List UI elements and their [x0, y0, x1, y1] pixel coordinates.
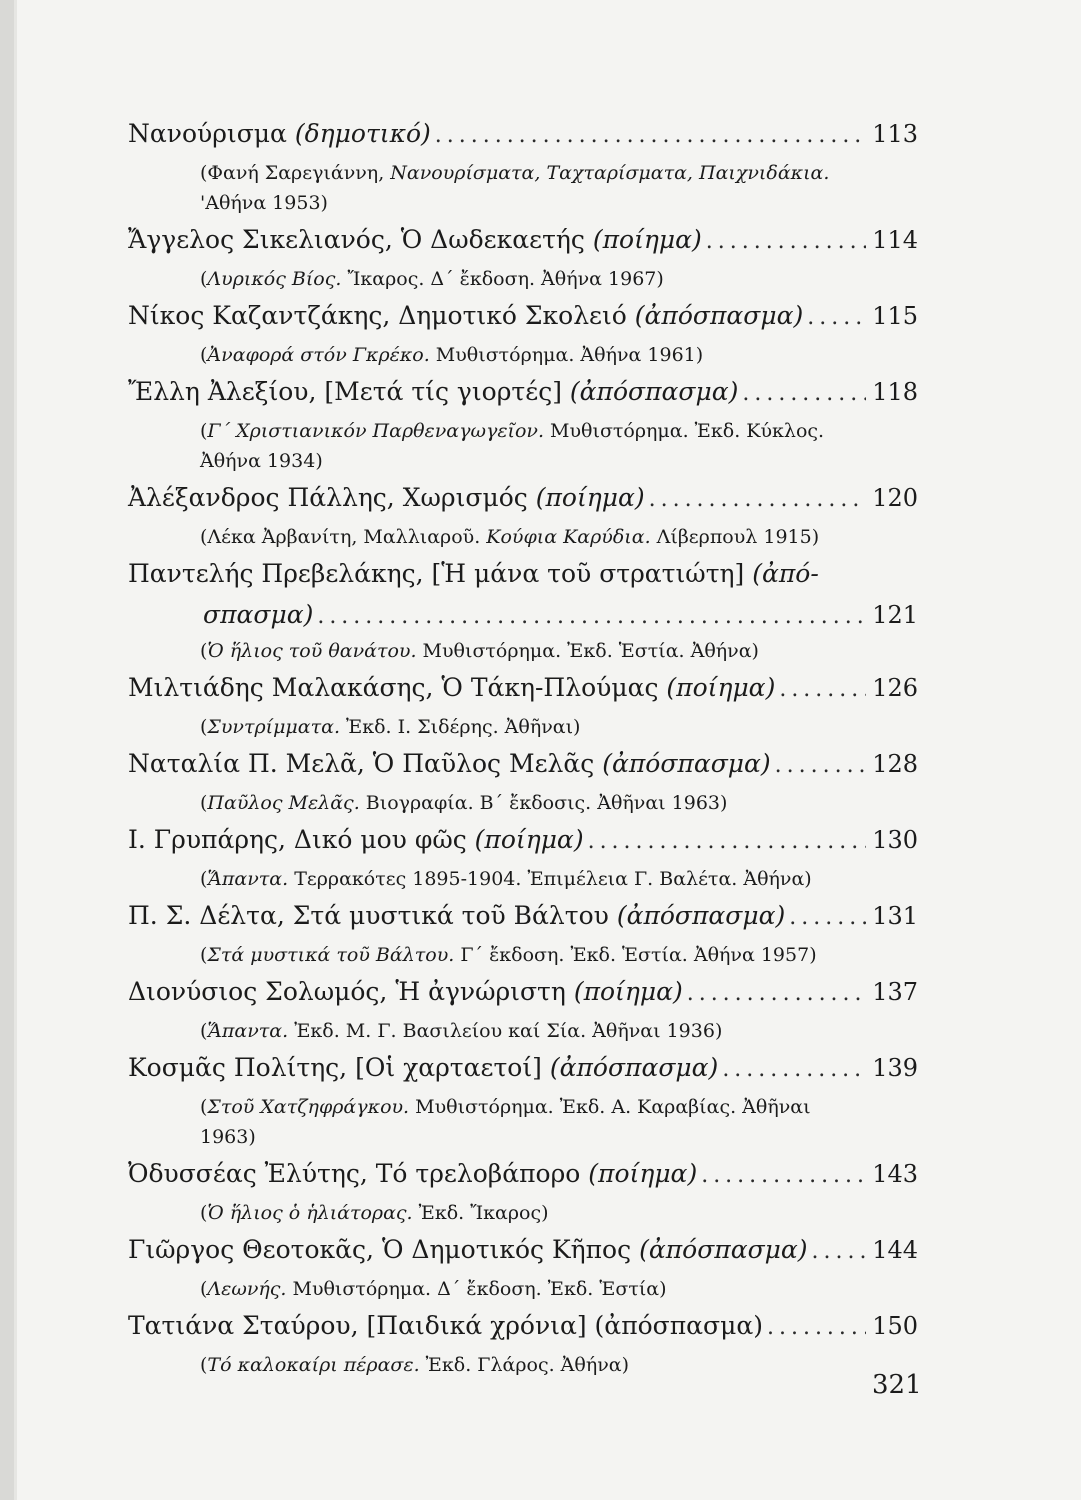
entry-title: Ναταλία Π. Μελᾶ, Ὁ Παῦλος Μελᾶς (ἀπόσπασμα): [128, 749, 771, 778]
leader-dots: [706, 220, 866, 264]
entry-source: (Τό καλοκαίρι πέρασε. Ἐκδ. Γλάρος. Ἀθήνα): [200, 1354, 630, 1376]
page-edge: [0, 0, 14, 1500]
page-number: 120: [872, 484, 918, 512]
page-number: 114: [872, 226, 918, 254]
page-edge-shadow: [14, 0, 17, 1500]
toc-entry: [128, 112, 918, 218]
entry-source: (Ἅπαντα. Ἐκδ. Μ. Γ. Βασιλείου καί Σία. Ἀθῆναι 1936): [200, 1020, 723, 1042]
page-number: 144: [872, 1236, 918, 1264]
page-number: 150: [872, 1312, 918, 1340]
leader-dots: [687, 972, 866, 1016]
entry-source: (Λέκα Ἀρβανίτη, Μαλλιαροῦ. Κούφια Καρύδια. Λίβερπουλ 1915): [200, 526, 820, 548]
table-of-contents: [128, 112, 918, 1380]
entry-title: Νανούρισμα (δημοτικό): [128, 119, 431, 148]
toc-entry: [128, 970, 918, 1046]
toc-entry: [128, 294, 918, 370]
page-folio: 321: [872, 1370, 922, 1400]
toc-entry: [128, 1304, 918, 1380]
entry-source: (Ὁ ἥλιος ὁ ἡλιάτορας. Ἐκδ. Ἴκαρος): [200, 1202, 549, 1224]
entry-title: Ἀλέξανδρος Πάλλης, Χωρισμός (ποίημα): [128, 483, 645, 512]
entry-title: Διονύσιος Σολωμός, Ἡ ἀγνώριστη (ποίημα): [128, 977, 683, 1006]
toc-entry: [128, 1228, 918, 1304]
entry-source: (Φανή Σαρεγιάννη, Νανουρίσματα, Ταχταρίσματα, Παιχνιδάκια.: [200, 162, 830, 184]
leader-dots: [701, 1154, 866, 1198]
page-number: 139: [872, 1054, 918, 1082]
toc-entry: [128, 370, 918, 476]
entry-title: Ὀδυσσέας Ἐλύτης, Τό τρελοβάπορο (ποίημα): [128, 1159, 698, 1188]
entry-source: (Ἀναφορά στόν Γκρέκο. Μυθιστόρημα. Ἀθήνα 1961): [200, 344, 704, 366]
entry-title: Μιλτιάδης Μαλακάσης, Ὁ Τάκη-Πλούμας (ποίημα): [128, 673, 776, 702]
entry-source: (Ὁ ἥλιος τοῦ θανάτου. Μυθιστόρημα. Ἐκδ. Ἑστία. Ἀθήνα): [200, 640, 759, 662]
leader-dots: [588, 820, 866, 864]
entry-source-cont: Ἀθήνα 1934): [200, 450, 323, 472]
entry-source: (Γ΄ Χριστιανικόν Παρθεναγωγεῖον. Μυθιστόρημα. Ἐκδ. Κύκλος.: [200, 420, 825, 442]
page-number: 118: [872, 378, 918, 406]
toc-entry: [128, 476, 918, 552]
entry-title: Παντελής Πρεβελάκης, [Ἡ μάνα τοῦ στρατιώτη] (ἀπό-: [128, 559, 819, 588]
entry-title: Τατιάνα Σταύρου, [Παιδικά χρόνια] (ἀπόσπασμα): [128, 1311, 763, 1340]
entry-title: Ι. Γρυπάρης, Δικό μου φῶς (ποίημα): [128, 825, 584, 854]
page-number: 121: [872, 601, 918, 629]
toc-entry: [128, 552, 918, 666]
page-number: 130: [872, 826, 918, 854]
toc-entry: [128, 218, 918, 294]
entry-title: Π. Σ. Δέλτα, Στά μυστικά τοῦ Βάλτου (ἀπόσπασμα): [128, 901, 786, 930]
entry-title-cont: σπασμα) . . . 121: [128, 596, 918, 636]
leader-dots: [435, 114, 866, 158]
page-number: 113: [872, 120, 918, 148]
entry-title: Ἄγγελος Σικελιανός, Ὁ Δωδεκαετής (ποίημα): [128, 225, 702, 254]
leader-dots: [779, 668, 866, 712]
toc-entry: [128, 1046, 918, 1152]
toc-entry: [128, 742, 918, 818]
entry-source: (Λεωνής. Μυθιστόρημα. Δ΄ ἔκδοση. Ἐκδ. Ἑστία): [200, 1278, 667, 1300]
page-number: 128: [872, 750, 918, 778]
page-number: 131: [872, 902, 918, 930]
toc-entry: [128, 818, 918, 894]
leader-dots: [807, 296, 866, 340]
leader-dots: [789, 896, 866, 940]
entry-title: Ἔλλη Ἀλεξίου, [Μετά τίς γιορτές] (ἀπόσπασμα): [128, 377, 739, 406]
entry-title: Γιῶργος Θεοτοκᾶς, Ὁ Δημοτικός Κῆπος (ἀπόσπασμα): [128, 1235, 808, 1264]
leader-dots: [317, 598, 866, 636]
leader-dots: [742, 372, 866, 416]
page-number: 115: [872, 302, 918, 330]
leader-dots: [722, 1048, 866, 1092]
entry-title: Νίκος Καζαντζάκης, Δημοτικό Σκολειό (ἀπόσπασμα): [128, 301, 804, 330]
toc-entry: [128, 894, 918, 970]
leader-dots: [775, 744, 866, 788]
toc-entry: [128, 1152, 918, 1228]
entry-source-cont: 1963): [200, 1126, 256, 1148]
entry-title: Κοσμᾶς Πολίτης, [Οἱ χαρταετοί] (ἀπόσπασμα): [128, 1053, 719, 1082]
entry-source: (Συντρίμματα. Ἐκδ. Ι. Σιδέρης. Ἀθῆναι): [200, 716, 581, 738]
entry-source: (Ἅπαντα. Τερρακότες 1895-1904. Ἐπιμέλεια Γ. Βαλέτα. Ἀθήνα): [200, 868, 812, 890]
leader-dots: [767, 1306, 866, 1350]
entry-source: (Στοῦ Χατζηφράγκου. Μυθιστόρημα. Ἐκδ. Α. Καραβίας. Ἀθῆναι: [200, 1096, 811, 1118]
leader-dots: [812, 1230, 866, 1274]
entry-source: (Στά μυστικά τοῦ Βάλτου. Γ΄ ἔκδοση. Ἐκδ. Ἑστία. Ἀθήνα 1957): [200, 944, 817, 966]
page-number: 137: [872, 978, 918, 1006]
entry-source-cont: 'Αθήνα 1953): [200, 192, 328, 214]
toc-entry: [128, 666, 918, 742]
entry-source: (Παῦλος Μελᾶς. Βιογραφία. Β΄ ἔκδοσις. Ἀθῆναι 1963): [200, 792, 728, 814]
leader-dots: [649, 478, 866, 522]
page-number: 143: [872, 1160, 918, 1188]
page-number: 126: [872, 674, 918, 702]
entry-source: (Λυρικός Βίος. Ἴκαρος. Δ΄ ἔκδοση. Ἀθήνα 1967): [200, 268, 664, 290]
